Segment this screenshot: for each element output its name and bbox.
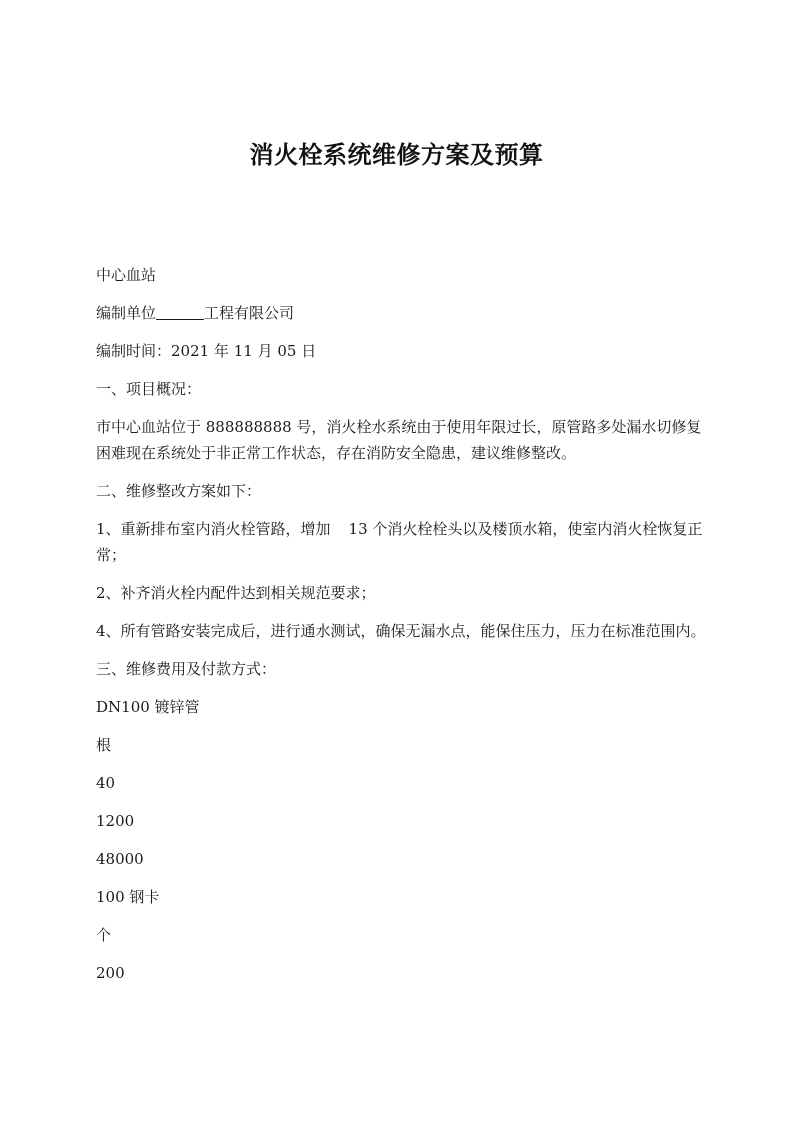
- client-name: 中心血站: [96, 266, 157, 284]
- plan-item-4: 4、所有管路安装完成后，进行通水测试，确保无漏水点，能保住压力，压力在标准范围内。: [96, 622, 706, 640]
- section-plan-heading: 二、维修整改方案如下：: [96, 482, 262, 500]
- cost-line: 个: [96, 926, 112, 944]
- compile-date: 编制时间：2021 年 11 月 05 日: [96, 342, 317, 360]
- cost-line: 根: [96, 736, 112, 754]
- section-overview-heading: 一、项目概况：: [96, 380, 202, 398]
- document-title: 消火栓系统维修方案及预算: [249, 141, 544, 169]
- plan-item-1: [96, 516, 710, 568]
- cost-line: DN100 镀锌管: [96, 698, 200, 716]
- cost-line: 40: [96, 774, 116, 792]
- section-cost-heading: 三、维修费用及付款方式：: [96, 660, 277, 678]
- compiling-unit-label: 编制单位: [96, 304, 157, 322]
- section-overview-body: 市中心血站位于 888888888 号，消火栓水系统由于使用年限过长，原管路多处漏水切修复困难现在系统处于非正常工作状态，存在消防安全隐患，建议维修整改。: [96, 418, 702, 462]
- cost-line: 1200: [96, 812, 135, 830]
- plan-item-1-part-a: 1、重新排布室内消火栓管路，增加: [96, 520, 331, 538]
- blank-underline: [156, 303, 204, 320]
- plan-item-1-part-b: 13 个消火栓栓头以及楼顶水箱，使室内消火栓恢复正常；: [96, 520, 703, 564]
- plan-item-2: 2、补齐消火栓内配件达到相关规范要求；: [96, 584, 376, 602]
- compiling-unit-company: 工程有限公司: [204, 304, 295, 322]
- cost-line: 200: [96, 964, 125, 982]
- compiling-unit: [96, 300, 710, 326]
- document-body: [96, 262, 710, 998]
- cost-line: 100 钢卡: [96, 888, 160, 906]
- cost-line: 48000: [96, 850, 144, 868]
